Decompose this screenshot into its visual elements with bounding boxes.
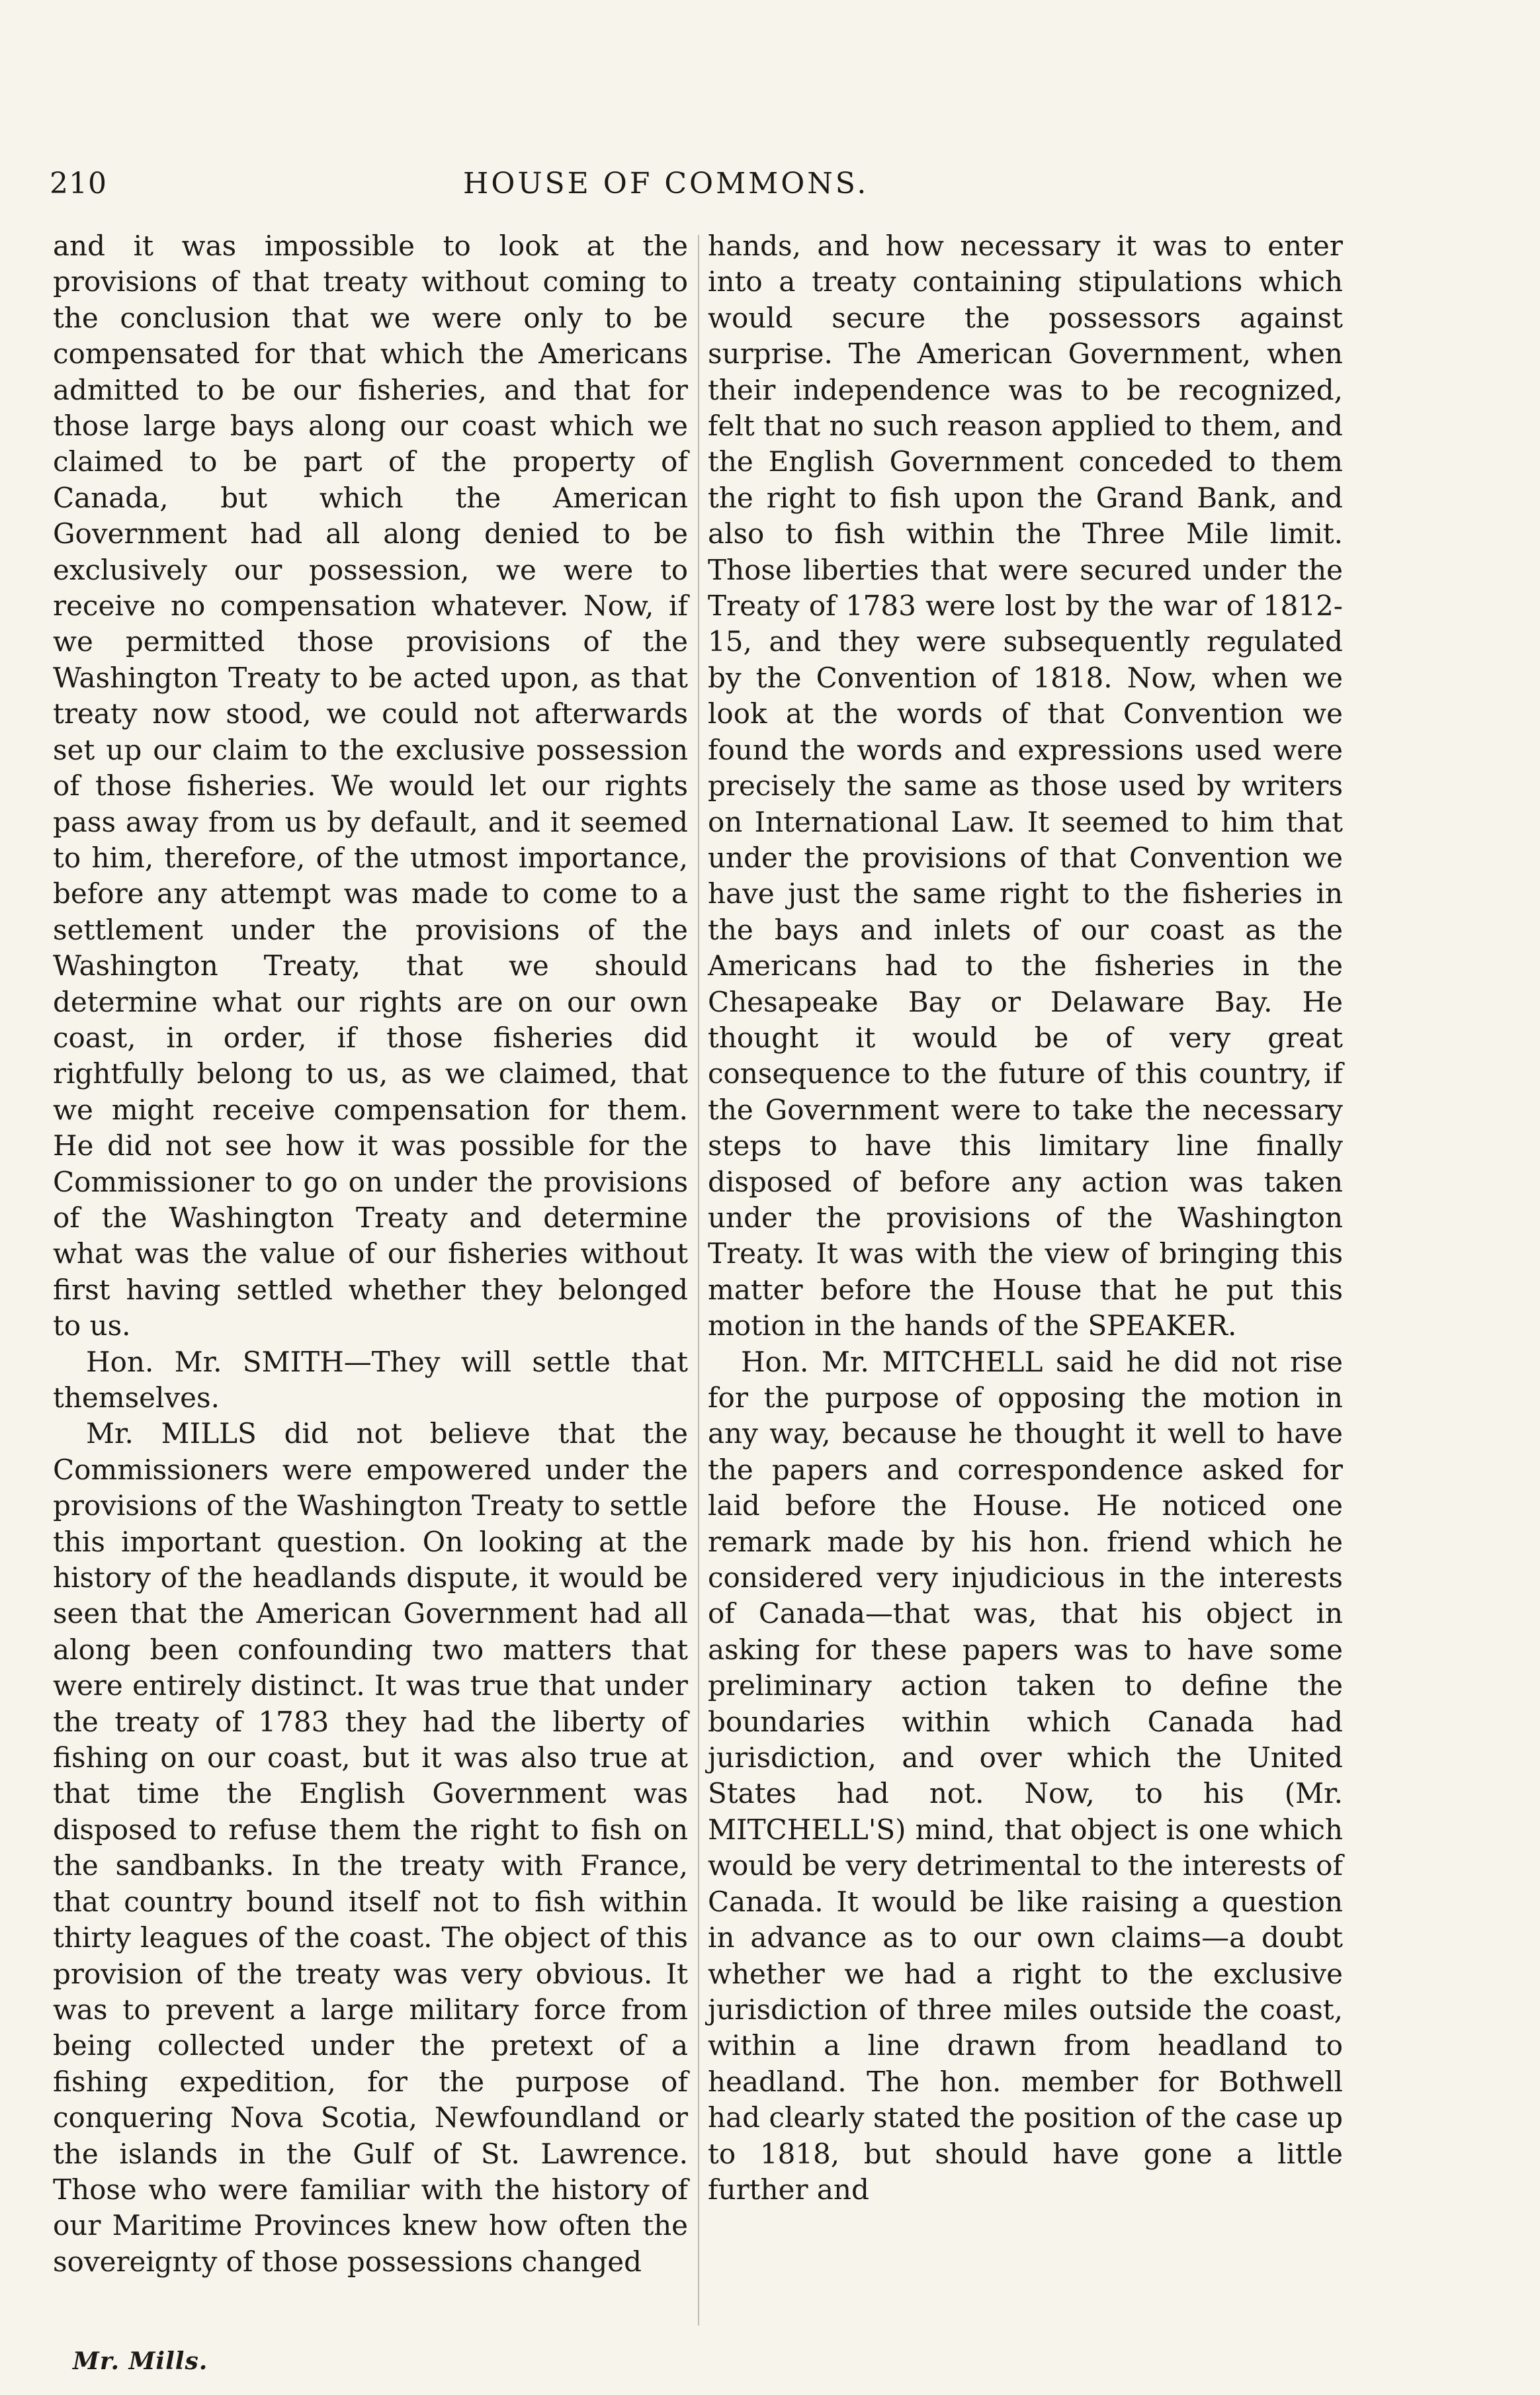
right-column (708, 228, 1343, 2335)
column-divider (698, 235, 699, 2326)
page-number: 210 (50, 167, 107, 200)
right-paragraph-2: Hon. Mr. MITCHELL said he did not rise for the purpose of opposing the motion in any way, because he thought it well to have the papers and correspondence asked for laid before the House. He noticed one remark made by his hon. friend which he considered very injudicious in the interests of Canada—that was, that his object in asking for these papers was to have some preliminary action taken to define the boundaries within which Canada had jurisdiction, and over which the United States had not. Now, to his (Mr. MITCHELL'S) mind, that object is one which would be very detrimental to the interests of Canada. It would be like raising a question in advance as to our own claims—a doubt whether we had a right to the exclusive jurisdiction of three miles outside the coast, within a line drawn from headland to headland. The hon. member for Bothwell had clearly stated the position of the case up to 1818, but should have gone a little further and (708, 1345, 1343, 2206)
left-paragraph-1: and it was impossible to look at the provisions of that treaty without coming to the conclusion that we were only to be compensated for that which the Americans admitted to be our fisheries, and that for those large bays along our coast which we claimed to be part of the property of Canada, but which the American Government had all along denied to be exclusively our possession, we were to receive no compensation whatever. Now, if we permitted those provisions of the Washington Treaty to be acted upon, as that treaty now stood, we could not afterwards set up our claim to the exclusive possession of those fisheries. We would let our rights pass away from us by default, and it seemed to him, therefore, of the utmost importance, before any attempt was made to come to a settlement under the provisions of the Washington Treaty, that we should determine what our rights are on our own coast, in order, if those fisheries did rightfully belong to us, as we claimed, that we might receive compensation for them. He did not see how it was possible for the Commissioner to go on under the provisions of the Washington Treaty and determine what was the value of our fisheries without first having settled whether they belonged to us. (53, 230, 688, 1342)
left-paragraph-2: Hon. Mr. SMITH—They will settle that themselves. (53, 1345, 688, 1414)
footer-speaker-name: Mr. Mills. (73, 2347, 208, 2375)
left-paragraph-3: Mr. MILLS did not believe that the Commissioners were empowered under the provisions of the Washington Treaty to settle this important question. On looking at the history of the headlands dispute, it would be seen that the American Government had all along been confounding two matters that were entirely distinct. It was true that under the treaty of 1783 they had the liberty of fishing on our coast, but it was also true at that time the English Government was disposed to refuse them the right to fish on the sandbanks. In the treaty with France, that country bound itself not to fish within thirty leagues of the coast. The object of this provision of the treaty was very obvious. It was to prevent a large military force from being collected under the pretext of a fishing expedition, for the purpose of conquering Nova Scotia, Newfoundland or the islands in the Gulf of St. Lawrence. Those who were familiar with the history of our Maritime Provinces knew how often the sovereignty of those possessions changed (53, 1417, 688, 2278)
running-head: HOUSE OF COMMONS. (463, 167, 869, 200)
left-column (53, 228, 688, 2335)
right-paragraph-1: hands, and how necessary it was to enter into a treaty containing stipulations which would secure the possessors against surprise. The American Government, when their independence was to be recognized, felt that no such reason applied to them, and the English Government conceded to them the right to fish upon the Grand Bank, and also to fish within the Three Mile limit. Those liberties that were secured under the Treaty of 1783 were lost by the war of 1812-15, and they were subsequently regulated by the Convention of 1818. Now, when we look at the words of that Convention we found the words and expressions used were precisely the same as those used by writers on International Law. It seemed to him that under the provisions of that Convention we have just the same right to the fisheries in the bays and inlets of our coast as the Americans had to the fisheries in the Chesapeake Bay or Delaware Bay. He thought it would be of very great consequence to the future of this country, if the Government were to take the necessary steps to have this limitary line finally disposed of before any action was taken under the provisions of the Washington Treaty. It was with the view of bringing this matter before the House that he put this motion in the hands of the SPEAKER. (708, 230, 1343, 1342)
